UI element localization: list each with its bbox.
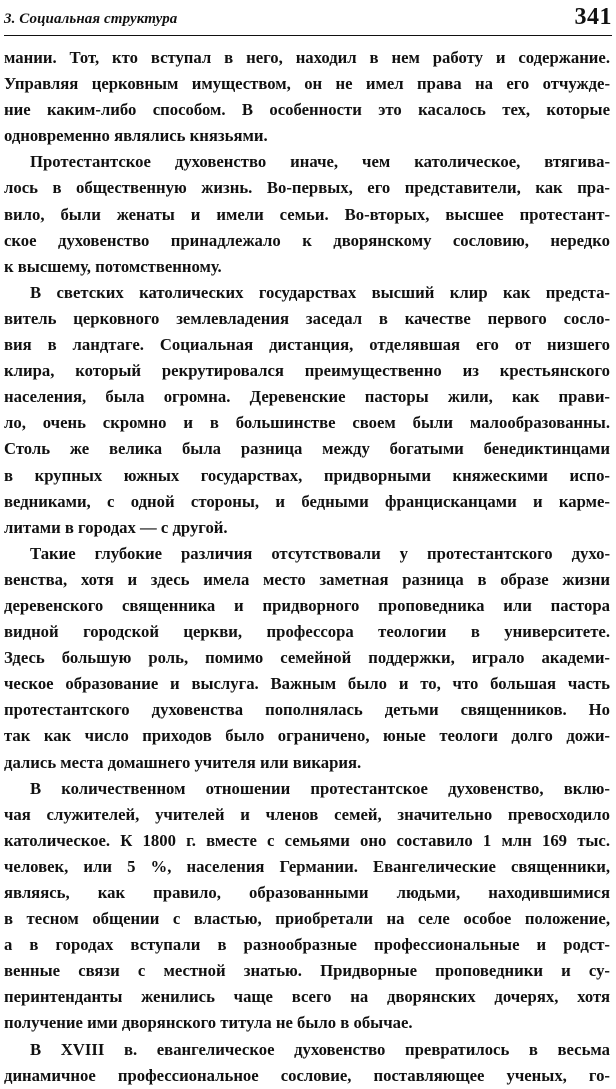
text-line: В светских католических государствах высший клир как предста-: [30, 282, 610, 302]
text-line: венные связи с местной знатью. Придворные проповедники и су-: [4, 961, 610, 981]
text-line: Такие глубокие различия отсутствовали у протестантского духо-: [30, 543, 610, 563]
text-line: клира, который рекрутировался преимущественно из крестьянского: [4, 361, 610, 381]
text-line: Здесь большую роль, помимо семейной поддержки, играло академи-: [4, 648, 610, 668]
text-line: в крупных южных государствах, придворными княжескими испо-: [4, 465, 610, 485]
text-line: лось в общественную жизнь. Во-первых, его представители, как пра-: [4, 178, 610, 198]
text-line: получение ими дворянского титула не было в обычае.: [4, 1013, 413, 1033]
text-line: являясь, как правило, образованными людьми, находившимися: [4, 883, 610, 902]
text-line: витель церковного землевладения заседал в качестве первого сосло-: [4, 308, 610, 328]
body-text: [4, 45, 610, 1089]
running-header: [4, 4, 612, 34]
header-rule: [4, 35, 612, 36]
text-line: деревенского священника и придворного проповедника или пастора: [4, 595, 610, 615]
paragraph: [4, 45, 610, 149]
text-line: динамичное профессиональное сословие, поставляющее ученых, го-: [4, 1065, 610, 1085]
text-line: мании. Тот, кто вступал в него, находил в нем работу и содержание.: [4, 48, 610, 67]
text-line: видной городской церкви, профессора теологии в университете.: [4, 622, 610, 642]
text-line: В количественном отношении протестантское духовенство, вклю-: [30, 778, 610, 798]
text-line: человек, или 5 %, населения Германии. Евангелические священники,: [4, 856, 610, 876]
text-line: вия в ландтаге. Социальная дистанция, отделявшая его от низшего: [4, 335, 610, 355]
text-line: чая служителей, учителей и членов семей, значительно превосходило: [4, 804, 610, 824]
paragraph: [4, 776, 610, 1037]
text-line: литами в городах — с другой.: [4, 517, 228, 537]
text-line: Управляя церковным имуществом, он не имел права на его отчужде-: [4, 74, 610, 94]
text-line: к высшему, потомственному.: [4, 256, 222, 276]
text-line: венства, хотя и здесь имела место заметная разница в образе жизни: [4, 569, 610, 589]
text-line: ческое образование и выслуга. Важным было и то, что большая часть: [4, 674, 610, 694]
paragraph: [4, 1037, 610, 1089]
text-line: в тесном общении с властью, приобретали на селе особое положение,: [4, 909, 610, 929]
text-line: вило, были женаты и имели семьи. Во-вторых, высшее протестант-: [4, 204, 610, 224]
page-number: 341: [574, 4, 612, 30]
text-line: Протестантское духовенство иначе, чем католическое, втягива-: [30, 152, 610, 172]
text-line: католическое. К 1800 г. вместе с семьями оно составило 1 млн 169 тыс.: [4, 830, 610, 850]
text-line: а в городах вступали в разнообразные профессиональные и родст-: [4, 935, 610, 955]
text-line: дались места домашнего учителя или викария.: [4, 752, 362, 772]
section-title: 3. Социальная структура: [4, 11, 178, 27]
text-line: В XVIII в. евангелическое духовенство превратилось в весьма: [30, 1039, 610, 1059]
text-line: Столь же велика была разница между богатыми бенедиктинцами: [4, 439, 610, 459]
paragraph: [4, 541, 610, 776]
text-line: населения, была огромна. Деревенские пасторы жили, как прави-: [4, 387, 610, 407]
text-line: протестантского духовенства пополнялась детьми священников. Но: [4, 700, 610, 720]
paragraph: [4, 149, 610, 279]
text-line: ведниками, с одной стороны, и бедными францисканцами и карме-: [4, 491, 610, 511]
paragraph: [4, 280, 610, 541]
text-line: ское духовенство принадлежало к дворянскому сословию, нередко: [4, 230, 610, 250]
text-line: так как число приходов было ограничено, юные теологи долго дожи-: [4, 726, 610, 746]
text-line: ние каким-либо способом. В особенности это касалось тех, которые: [4, 100, 610, 120]
text-line: перинтенданты женились чаще всего на дворянских дочерях, хотя: [4, 987, 610, 1007]
text-line: одновременно являлись князьями.: [4, 126, 268, 146]
text-line: ло, очень скромно и в большинстве своем были малообразованны.: [4, 413, 610, 433]
